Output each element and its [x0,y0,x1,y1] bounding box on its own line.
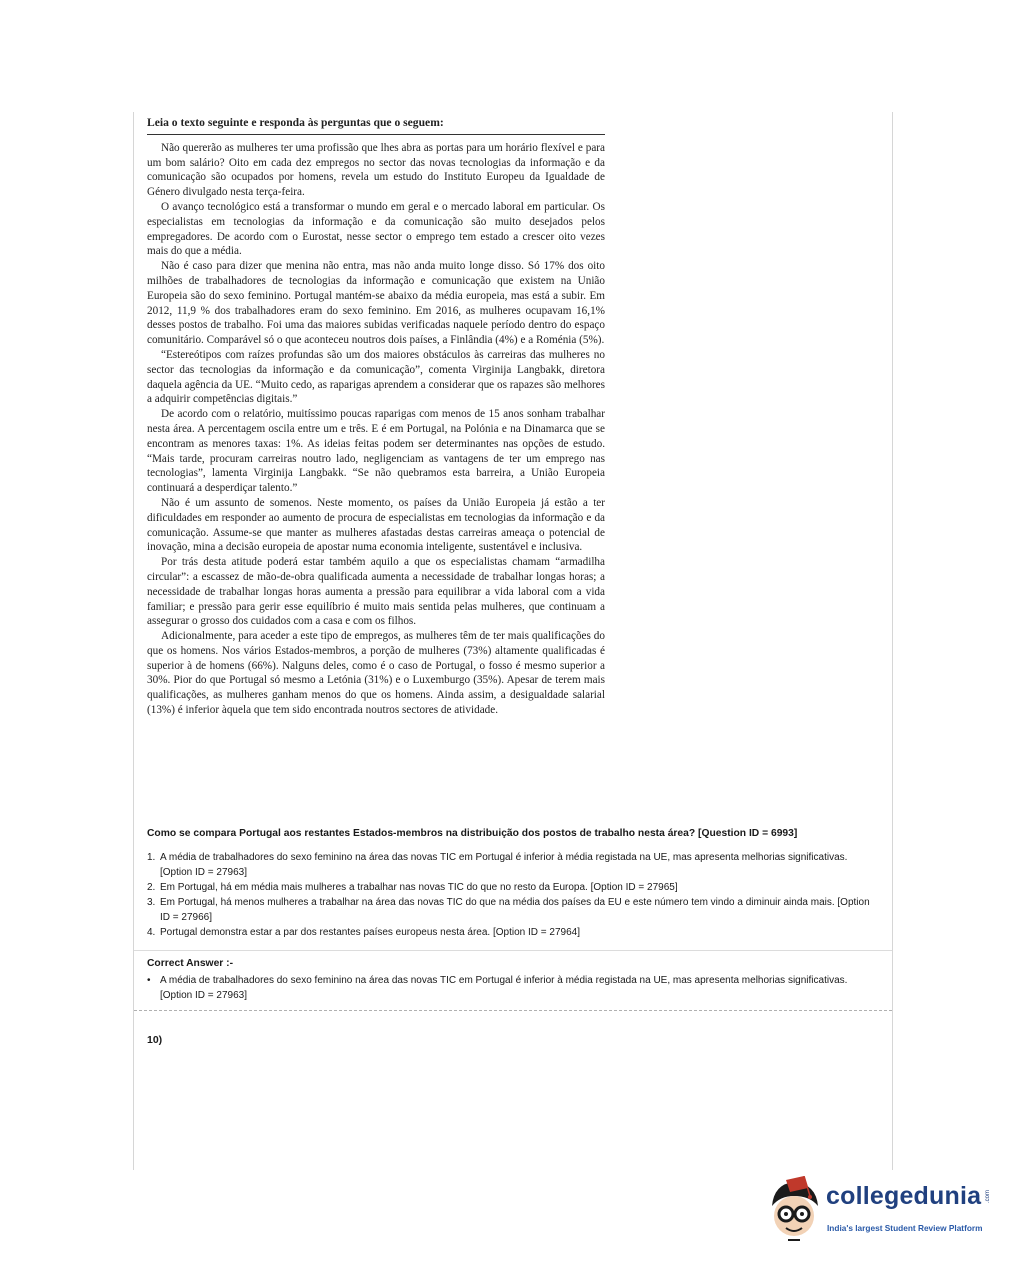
logo-name: collegedunia [826,1182,982,1210]
question-text: Como se compara Portugal aos restantes Estados-membros na distribuição dos postos de trabalho nesta área? [Question ID = 6993] [147,828,798,839]
correct-answer-item [147,973,882,1003]
passage-paragraph: Não é um assunto de somenos. Neste momento, os países da União Europeia já estão a ter dificuldades em responder ao aumento de procura de especialistas em tecnologias da informação e da comunicação. Assume-se que manter as mulheres afastadas destas carreiras ameaça o potencial de inovação, mina a decisão europeia de apostar numa economia inteligente, sustentável e inclusiva. [147,496,605,554]
passage-paragraph: Não é caso para dizer que menina não entra, mas não anda muito longe disso. Só 17% dos oito milhões de trabalhadores de tecnologias da informação e comunicação que existem na União Europeia são do sexo feminino. Portugal mantém-se abaixo da média europeia, mas está a subir. Em 2012, 11,9 % dos trabalhadores eram do sexo feminino. Em 2016, as mulheres ocupavam 16,1% desses postos de trabalho. Foi uma das maiores subidas verificadas naquele período dentro do espaço comunitário. Comparável só o que aconteceu noutros dois países, a Finlândia (4%) e a Roménia (5%). [147,260,605,347]
reading-passage [147,115,605,718]
passage-paragraph: Adicionalmente, para aceder a este tipo de empregos, as mulheres têm de ter mais qualificações do que os homens. Nos vários Estados-membros, a porção de mulheres (73%) altamente qualificadas é superior à de homens (66%). Nalguns deles, como é o caso de Portugal, o fosso é mesmo superior a 30%. Pior do que Portugal só mesmo a Letónia (31%) e o Luxemburgo (35%). Apesar de terem mais qualificações, as mulheres ganham menos do que os homens. Ainda assim, a desigualdade salarial (13%) é inferior àquela que tem sido encontrada noutros sectores de atividade. [147,630,605,717]
option-number: 2. [147,882,156,893]
question-block [147,826,882,940]
page-border-left [133,112,134,1170]
option-number: 3. [147,897,156,908]
option-text: Portugal demonstra estar a par dos restantes países europeus nesta área. [Option ID = 27964] [160,927,580,938]
bullet: • [147,975,151,986]
option-text: A média de trabalhadores do sexo feminino na área das novas TIC em Portugal é inferior à média registada na UE, mas apresenta melhorias significativas. [Option ID = 27963] [160,852,848,878]
option-item[interactable] [147,850,882,880]
options-list [147,850,882,940]
mascot-icon [764,1176,826,1246]
question-separator [134,1010,892,1011]
option-text: Em Portugal, há em média mais mulheres a trabalhar nas novas TIC do que no resto da Europa. [Option ID = 27965] [160,882,678,893]
passage-heading: Leia o texto seguinte e responda às perguntas que o seguem: [147,115,605,135]
correct-answer-text: A média de trabalhadores do sexo feminino na área das novas TIC em Portugal é inferior à média registada na UE, mas apresenta melhorias significativas. [Option ID = 27963] [160,975,848,1001]
page-border-right [892,112,893,1170]
logo-domain: .com [985,1190,991,1204]
passage-paragraph: O avanço tecnológico está a transformar o mundo em geral e o mercado laboral em particular. Os especialistas em tecnologias da informação e da comunicação são muito desejados pelos empregadores. De acordo com o Eurostat, nesse sector o emprego tem estado a crescer oito vezes mais do que a média. [147,200,605,258]
option-item[interactable] [147,880,882,895]
option-number: 4. [147,927,156,938]
next-question-number: 10) [147,1034,163,1046]
option-item[interactable] [147,895,882,925]
correct-answer-title: Correct Answer :- [147,958,234,969]
passage-paragraph: Por trás desta atitude poderá estar também aquilo a que os especialistas chamam “armadilha circular”: a escassez de mão-de-obra qualificada aumenta a necessidade de trabalhar longas horas; a necessidade de trabalhar longas horas aumenta a pressão para equilibrar a vida laboral com a vida familiar; e pressão para gerir esse equilíbrio é muito mais sentida pelas mulheres, que continuam a assegurar o grosso dos cuidados com a casa e com os filhos. [147,556,605,628]
option-number: 1. [147,852,156,863]
passage-paragraph: Não quererão as mulheres ter uma profissão que lhes abra as portas para um horário flexível e para um bom salário? Oito em cada dez empregos no sector das novas tecnologias da informação e da comunicação são ocupados por homens, revela um estudo do Instituto Europeu da Igualdade de Género divulgado nesta terça-feira. [147,141,605,199]
option-item[interactable] [147,925,882,940]
passage-paragraph: “Estereótipos com raízes profundas são um dos maiores obstáculos às carreiras das mulheres no sector das tecnologias da informação e da comunicação”, comenta Virginija Langbakk, diretora daquela agência da UE. “Muito cedo, as raparigas aprendem a considerar que os rapazes são melhores a adquirir competências digitais.” [147,348,605,406]
option-text: Em Portugal, há menos mulheres a trabalhar na área das novas TIC do que na média dos países da EU e este número tem vindo a diminuir ainda mais. [Option ID = 27966] [160,897,870,923]
passage-paragraph: De acordo com o relatório, muitíssimo poucas raparigas com menos de 15 anos sonham trabalhar nesta área. A percentagem oscila entre um e três. E é em Portugal, na Polónia e na Dinamarca que se encontram as menores taxas: 1%. As ideias feitas podem ser determinantes nas opções de estudo. “Mais tarde, procuram carreiras noutro lado, negligenciam as vantagens de ter um emprego nas tecnologias”, lamenta Virginija Langbakk. “Se não quebramos esta barreira, a União Europeia continuará a desperdiçar talento.” [147,408,605,495]
collegedunia-logo [764,1176,994,1248]
correct-answer-block [147,956,882,1003]
section-divider [134,950,892,951]
logo-tagline: India's largest Student Review Platform [827,1223,983,1233]
